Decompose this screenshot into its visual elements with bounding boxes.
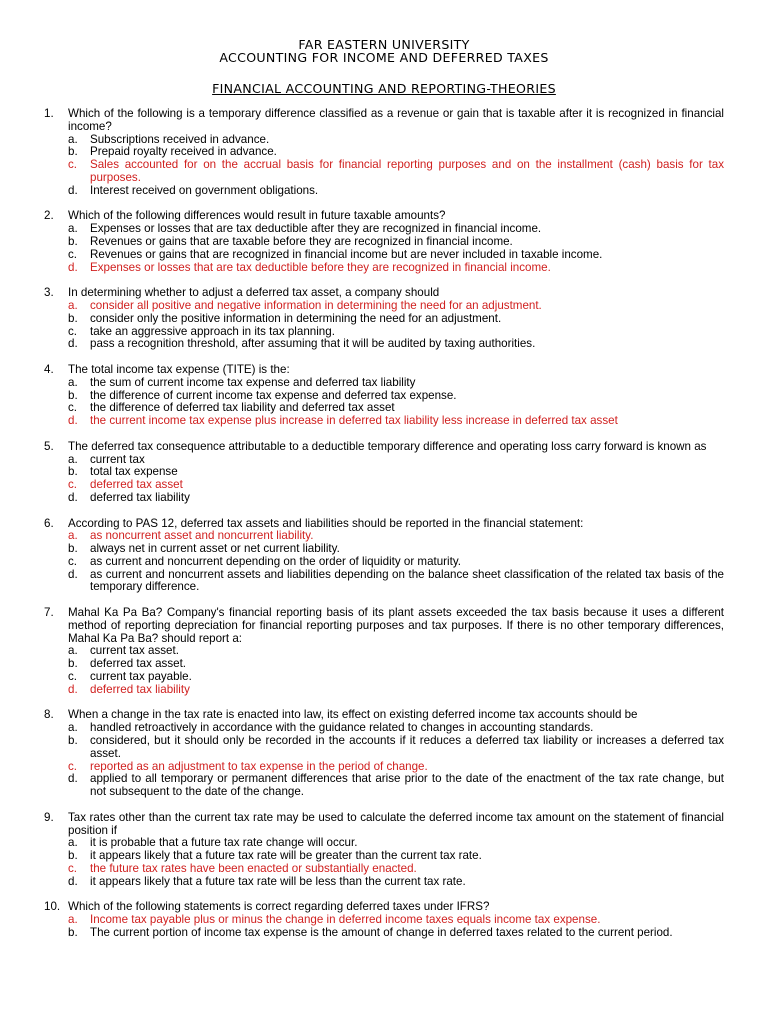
option-text: Sales accounted for on the accrual basis for financial reporting purposes and on the installment (cash) basis for tax purposes. [90, 158, 724, 184]
answer-option [68, 236, 724, 249]
option-letter: a. [68, 644, 78, 658]
option-list [68, 134, 724, 198]
answer-option-correct [68, 479, 724, 492]
answer-option [68, 313, 724, 326]
question-number: 5. [44, 439, 54, 453]
question-number: 9. [44, 810, 54, 824]
option-text: Expenses or losses that are tax deductible before they are recognized in financial income. [90, 260, 551, 274]
option-text: the future tax rates have been enacted or substantially enacted. [90, 862, 417, 876]
option-letter: d. [68, 772, 78, 786]
answer-option-correct [68, 684, 724, 697]
option-letter: a. [68, 913, 78, 927]
question-list [44, 108, 724, 953]
question-item [44, 210, 724, 274]
option-letter: b. [68, 849, 78, 863]
option-text: always net in current asset or net current liability. [90, 542, 340, 556]
section-title: FINANCIAL ACCOUNTING AND REPORTING-THEORIES [212, 81, 556, 96]
university-title: FAR EASTERN UNIVERSITY [298, 37, 470, 52]
option-letter: a. [68, 132, 78, 146]
answer-option [68, 185, 724, 198]
answer-option [68, 543, 724, 556]
option-text: the difference of deferred tax liability and deferred tax asset [90, 401, 395, 415]
question-text: Which of the following statements is correct regarding deferred taxes under IFRS? [68, 900, 490, 914]
option-text: as current and noncurrent assets and liabilities depending on the balance sheet classification of the related tax basis of the temporary difference. [90, 567, 724, 594]
question-stem [44, 441, 724, 454]
option-letter: a. [68, 298, 78, 312]
answer-option [68, 735, 724, 761]
question-number: 6. [44, 516, 54, 530]
question-number: 10. [44, 900, 61, 914]
option-list [68, 914, 724, 940]
option-letter: d. [68, 183, 78, 197]
question-text: Which of the following differences would result in future taxable amounts? [68, 209, 446, 223]
answer-option-correct [68, 415, 724, 428]
question-text: According to PAS 12, deferred tax assets and liabilities should be reported in the financial statement: [68, 516, 584, 530]
option-list [68, 645, 724, 696]
question-number: 8. [44, 708, 54, 722]
answer-option [68, 671, 724, 684]
question-item [44, 287, 724, 351]
question-number: 7. [44, 606, 54, 620]
answer-option-correct [68, 262, 724, 275]
question-item [44, 364, 724, 428]
answer-option [68, 876, 724, 889]
option-letter: b. [68, 734, 78, 748]
option-letter: c. [68, 324, 78, 338]
question-number: 3. [44, 286, 54, 300]
option-list [68, 530, 724, 594]
option-letter: b. [68, 926, 78, 939]
option-letter: b. [68, 145, 78, 159]
option-letter: c. [68, 862, 78, 876]
answer-option [68, 773, 724, 799]
option-letter: b. [68, 542, 78, 556]
option-letter: d. [68, 682, 78, 696]
option-letter: d. [68, 490, 78, 504]
option-letter: d. [68, 260, 78, 274]
option-text: Revenues or gains that are taxable before they are recognized in financial income. [90, 234, 513, 248]
question-item [44, 441, 724, 505]
option-text: as noncurrent asset and noncurrent liability. [90, 529, 314, 543]
option-text: applied to all temporary or permanent differences that arise prior to the date of the enactment of the tax rate change, but not subsequent to the date of the change. [90, 772, 724, 799]
question-item [44, 709, 724, 799]
option-letter: b. [68, 388, 78, 402]
option-letter: d. [68, 337, 78, 351]
option-list [68, 377, 724, 428]
question-item [44, 901, 724, 939]
question-text: Which of the following is a temporary difference classified as a revenue or gain that is taxable after it is recognized in financial income? [68, 107, 724, 133]
option-letter: c. [68, 478, 78, 492]
question-item [44, 108, 724, 198]
option-text: it is probable that a future tax rate change will occur. [90, 836, 358, 850]
option-text: deferred tax liability [90, 682, 190, 696]
option-letter: a. [68, 721, 78, 735]
option-letter: c. [68, 401, 78, 415]
option-letter: c. [68, 247, 78, 261]
answer-option-correct [68, 863, 724, 876]
option-text: Revenues or gains that are recognized in financial income but are never included in taxable income. [90, 247, 603, 261]
option-text: it appears likely that a future tax rate will be less than the current tax rate. [90, 874, 466, 888]
option-text: considered, but it should only be recorded in the accounts if it reduces a deferred tax liability or increases a deferred tax asset. [90, 734, 724, 760]
course-title: ACCOUNTING FOR INCOME AND DEFERRED TAXES [219, 50, 549, 65]
option-letter: a. [68, 375, 78, 389]
option-text: consider only the positive information in determining the need for an adjustment. [90, 311, 502, 325]
question-item [44, 607, 724, 697]
question-text: Tax rates other than the current tax rate may be used to calculate the deferred income tax amount on the statement of financial position if [68, 810, 724, 837]
question-stem [44, 364, 724, 377]
option-list [68, 223, 724, 274]
option-text: it appears likely that a future tax rate will be greater than the current tax rate. [90, 849, 482, 863]
question-stem [44, 108, 724, 134]
option-list [68, 837, 724, 888]
option-text: pass a recognition threshold, after assuming that it will be audited by taxing authorities. [90, 337, 536, 351]
answer-option-correct [68, 159, 724, 185]
option-text: deferred tax liability [90, 490, 190, 504]
option-text: deferred tax asset [90, 478, 183, 492]
option-text: take an aggressive approach in its tax planning. [90, 324, 335, 338]
question-number: 1. [44, 107, 54, 120]
question-text: In determining whether to adjust a deferred tax asset, a company should [68, 286, 440, 300]
option-letter: b. [68, 311, 78, 325]
answer-option [68, 927, 724, 940]
answer-option [68, 492, 724, 505]
question-stem [44, 607, 724, 645]
question-text: When a change in the tax rate is enacted into law, its effect on existing deferred income tax accounts should be [68, 708, 638, 722]
question-text: The total income tax expense (TITE) is the: [68, 362, 290, 376]
option-letter: b. [68, 465, 78, 479]
answer-option [68, 338, 724, 351]
option-letter: a. [68, 222, 78, 236]
answer-option [68, 249, 724, 262]
option-text: the sum of current income tax expense and deferred tax liability [90, 375, 416, 389]
option-text: reported as an adjustment to tax expense in the period of change. [90, 759, 428, 773]
option-letter: c. [68, 670, 78, 684]
option-text: as current and noncurrent depending on the order of liquidity or maturity. [90, 554, 461, 568]
option-text: handled retroactively in accordance with the guidance related to changes in accounting standards. [90, 721, 594, 735]
option-letter: b. [68, 234, 78, 248]
option-text: current tax [90, 452, 145, 466]
option-letter: d. [68, 567, 78, 581]
option-letter: a. [68, 529, 78, 543]
option-text: Income tax payable plus or minus the change in deferred income taxes equals income tax expense. [90, 913, 601, 927]
option-letter: a. [68, 452, 78, 466]
option-text: consider all positive and negative information in determining the need for an adjustment. [90, 298, 542, 312]
option-list [68, 300, 724, 351]
option-text: The current portion of income tax expense is the amount of change in deferred taxes related to the current period. [90, 926, 673, 939]
option-letter: c. [68, 554, 78, 568]
question-text: Mahal Ka Pa Ba? Company's financial reporting basis of its plant assets exceeded the tax basis because it uses a different method of reporting depreciation for financial reporting purposes and tax purposes. If there is no other temporary differences, Mahal Ka Pa Ba? should report a: [68, 606, 724, 645]
option-letter: b. [68, 657, 78, 671]
option-letter: c. [68, 759, 78, 773]
option-text: the current income tax expense plus increase in deferred tax liability less increase in deferred tax asset [90, 414, 618, 428]
option-letter: a. [68, 836, 78, 850]
option-text: Subscriptions received in advance. [90, 132, 270, 146]
answer-option-correct [68, 300, 724, 313]
option-text: Prepaid royalty received in advance. [90, 145, 277, 159]
option-text: Interest received on government obligations. [90, 183, 319, 197]
option-list [68, 722, 724, 799]
question-stem [44, 812, 724, 838]
option-letter: d. [68, 414, 78, 428]
answer-option [68, 377, 724, 390]
question-item [44, 812, 724, 889]
question-text: The deferred tax consequence attributable to a deductible temporary difference and operating loss carry forward is known as [68, 439, 707, 453]
option-text: deferred tax asset. [90, 657, 187, 671]
option-text: total tax expense [90, 465, 178, 479]
option-text: the difference of current income tax expense and deferred tax expense. [90, 388, 457, 402]
option-text: current tax payable. [90, 670, 192, 684]
option-text: Expenses or losses that are tax deductible after they are recognized in financial income. [90, 222, 542, 236]
question-number: 4. [44, 362, 54, 376]
option-letter: c. [68, 158, 78, 172]
option-text: current tax asset. [90, 644, 179, 658]
option-letter: d. [68, 874, 78, 888]
question-number: 2. [44, 209, 54, 223]
answer-option [68, 569, 724, 595]
option-list [68, 454, 724, 505]
question-item [44, 518, 724, 595]
answer-option [68, 556, 724, 569]
